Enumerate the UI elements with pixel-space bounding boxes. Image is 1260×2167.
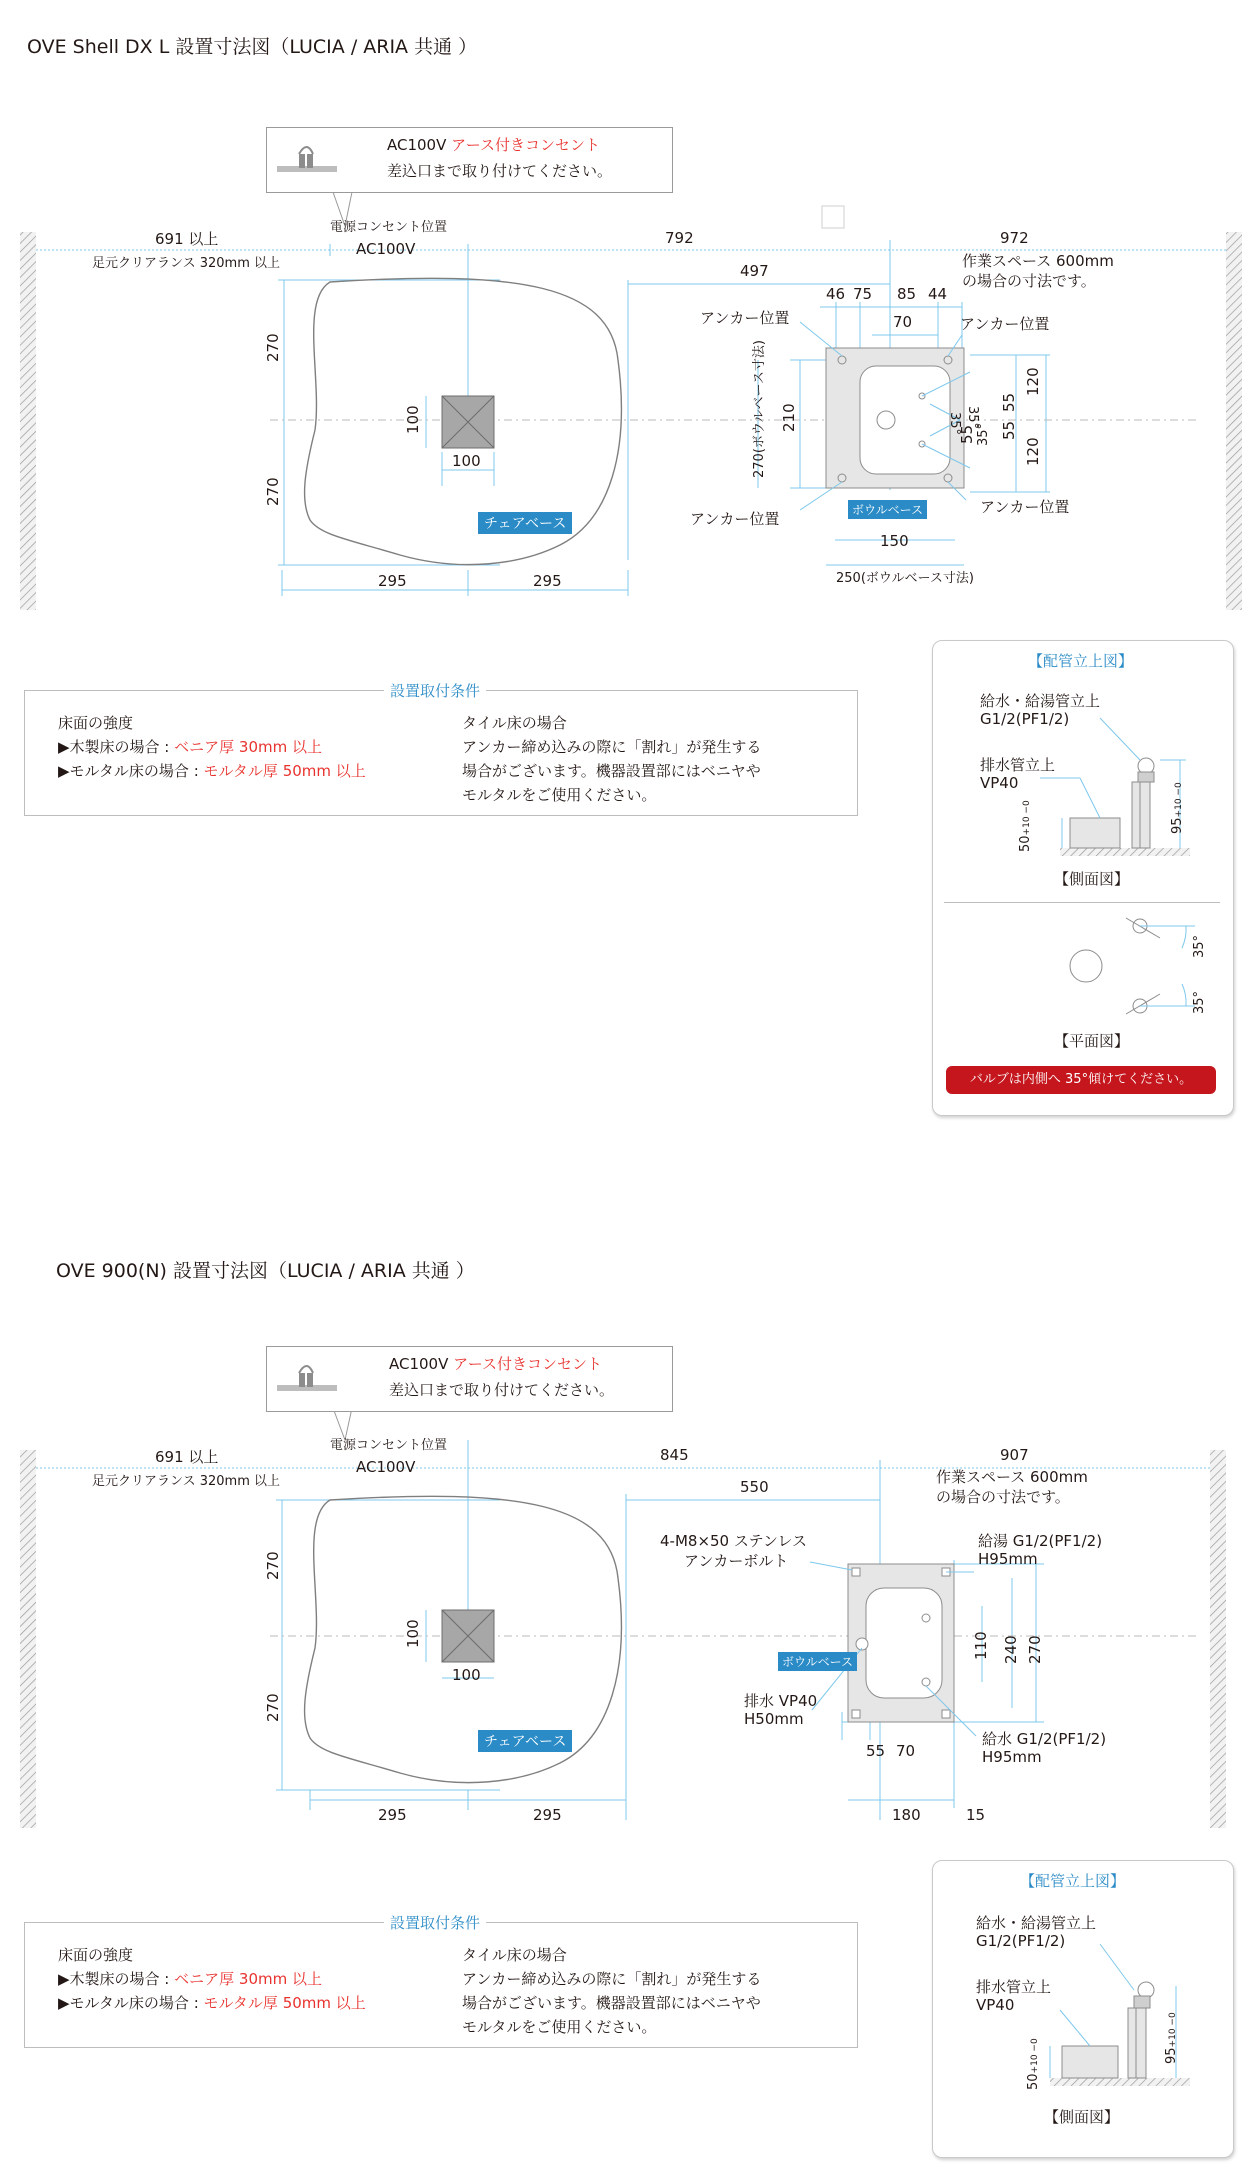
pipe-dim-50-val-1: 50 xyxy=(1018,835,1033,852)
tile-line1-2: アンカー締め込みの際に「割れ」が発生する xyxy=(462,1970,762,1988)
dim-75: 75 xyxy=(853,285,873,303)
dim-295-left-2: 295 xyxy=(378,1806,407,1824)
chair-base-badge-2: チェアベース xyxy=(478,1730,572,1752)
water-supply-2: H95mm xyxy=(982,1748,1042,1766)
drain-2: H50mm xyxy=(744,1710,804,1728)
anchor-label-tl: アンカー位置 xyxy=(700,309,790,327)
work-space-2a: 作業スペース 600mm xyxy=(936,1468,1088,1486)
pipe-dim-50-tol-2: +10 −0 xyxy=(1030,2038,1040,2074)
anchor-label-bl: アンカー位置 xyxy=(690,510,780,528)
pipe-drain-2b: VP40 xyxy=(976,1996,1015,2014)
pipe-dim-95-val-2: 95 xyxy=(1164,2047,1179,2064)
pipe-dim-95-tol-2: +10 −0 xyxy=(1168,2012,1178,2048)
dim-44: 44 xyxy=(928,285,948,303)
tile-title-2: タイル床の場合 xyxy=(462,1946,567,1964)
wood-floor-prefix-1: ▶木製床の場合 : xyxy=(58,738,175,756)
anchor-bolt-1: 4-M8×50 ステンレス xyxy=(660,1532,807,1550)
dim-295-right-2: 295 xyxy=(533,1806,562,1824)
dim-240: 240 xyxy=(1002,1635,1020,1664)
pipe-title-1: 【配管立上図】 xyxy=(1028,652,1134,670)
mortar-floor-req-2: モルタル厚 50mm 以上 xyxy=(203,1994,366,2012)
dim-295-right: 295 xyxy=(533,572,562,590)
dim-left: 691 以上 xyxy=(155,230,219,248)
callout-instruction: 差込口まで取り付けてください。 xyxy=(387,162,613,180)
anchor-label-tr: アンカー位置 xyxy=(960,315,1050,333)
dim-295-left: 295 xyxy=(378,572,407,590)
callout-instruction-2: 差込口まで取り付けてください。 xyxy=(389,1381,615,1399)
dim-left-2: 691 以上 xyxy=(155,1448,219,1466)
section2-title: OVE 900(N) 設置寸法図（LUCIA / ARIA 共通 ） xyxy=(56,1260,475,1282)
dim-55-a: 55 xyxy=(1000,392,1018,412)
dim-150: 150 xyxy=(880,532,909,550)
dim-left-note: 足元クリアランス 320mm 以上 xyxy=(92,256,281,271)
dim-100-v: 100 xyxy=(404,405,422,434)
drain-1: 排水 VP40 xyxy=(744,1692,818,1710)
dim-270-top-2: 270 xyxy=(264,1551,282,1580)
dim-46: 46 xyxy=(826,285,846,303)
tile-title-1: タイル床の場合 xyxy=(462,714,567,732)
dim-mid-2: 845 xyxy=(660,1446,689,1464)
dim-15: 15 xyxy=(966,1806,986,1824)
dim-100-v-2: 100 xyxy=(404,1619,422,1648)
hot-supply-2: H95mm xyxy=(978,1550,1038,1568)
angle-35-b: 35° xyxy=(965,406,980,430)
pipe-dim-50-2 xyxy=(1026,2038,1041,2090)
pipe-supply-2a: 給水・給湯管立上 xyxy=(976,1914,1097,1932)
dim-70: 70 xyxy=(893,313,913,331)
floor-strength-1: 床面の強度 xyxy=(58,714,134,732)
outlet-position-label: 電源コンセント位置 xyxy=(330,220,448,235)
dim-right: 972 xyxy=(1000,229,1029,247)
work-space-2b: の場合の寸法です。 xyxy=(936,1488,1070,1506)
tile-line2-2: 場合がございます。機器設置部にはベニヤや xyxy=(462,1994,761,2012)
pipe-supply-2b: G1/2(PF1/2) xyxy=(976,1932,1066,1950)
chair-base-badge: チェアベース xyxy=(478,512,572,534)
pipe-angle-bottom-1: 35° xyxy=(1192,990,1207,1014)
callout-grounded-outlet: アース付きコンセント xyxy=(451,136,600,154)
dim-left-note-2: 足元クリアランス 320mm 以上 xyxy=(92,1474,281,1489)
bowl-base-badge-2: ボウルベース xyxy=(778,1652,857,1671)
dim-270-bottom-2: 270 xyxy=(264,1693,282,1722)
dim-mid: 792 xyxy=(665,229,694,247)
mortar-floor-prefix-1: ▶モルタル床の場合 : xyxy=(58,762,204,780)
dim-55-2: 55 xyxy=(866,1742,886,1760)
water-supply-1: 給水 G1/2(PF1/2) xyxy=(982,1730,1107,1748)
dim-550: 550 xyxy=(740,1478,769,1496)
pipe-dim-50-val-2: 50 xyxy=(1026,2073,1041,2090)
pipe-drain-1b: VP40 xyxy=(980,774,1019,792)
wood-floor-req-1: ベニア厚 30mm 以上 xyxy=(174,738,322,756)
section1-title: OVE Shell DX L 設置寸法図（LUCIA / ARIA 共通 ） xyxy=(27,36,478,58)
mortar-floor-prefix-2: ▶モルタル床の場合 : xyxy=(58,1994,204,2012)
dim-85: 85 xyxy=(897,285,917,303)
dim-210: 210 xyxy=(780,403,798,432)
outlet-voltage-2: AC100V xyxy=(356,1458,416,1476)
bowl-base-size-h: 250(ボウルベース寸法) xyxy=(836,571,974,586)
work-space-2: の場合の寸法です。 xyxy=(962,272,1096,290)
pipe-drain-2a: 排水管立上 xyxy=(976,1978,1052,1996)
callout-voltage: AC100V xyxy=(387,136,447,154)
conditions-title-1: 設置取付条件 xyxy=(384,680,486,701)
callout-grounded-outlet-2: アース付きコンセント xyxy=(453,1355,602,1373)
dim-100-h-2: 100 xyxy=(452,1666,481,1684)
pipe-supply-1b: G1/2(PF1/2) xyxy=(980,710,1070,728)
outlet-position-label-2: 電源コンセント位置 xyxy=(330,1438,448,1453)
dim-270-bottom: 270 xyxy=(264,477,282,506)
angle-35-c: 35° xyxy=(976,422,991,446)
outlet-voltage: AC100V xyxy=(356,240,416,258)
callout-voltage-2: AC100V xyxy=(389,1355,449,1373)
anchor-label-br: アンカー位置 xyxy=(980,498,1070,516)
dim-55-b: 55 xyxy=(1000,420,1018,440)
bowl-base-badge: ボウルベース xyxy=(848,500,927,519)
pipe-dim-95-val-1: 95 xyxy=(1170,817,1185,834)
dim-55-c: 55 xyxy=(958,424,976,444)
wood-floor-req-2: ベニア厚 30mm 以上 xyxy=(174,1970,322,1988)
tile-line2-1: 場合がございます。機器設置部にはベニヤや xyxy=(462,762,761,780)
dim-100-h: 100 xyxy=(452,452,481,470)
hot-supply-1: 給湯 G1/2(PF1/2) xyxy=(978,1532,1103,1550)
pipe-supply-1a: 給水・給湯管立上 xyxy=(980,692,1101,710)
wood-floor-prefix-2: ▶木製床の場合 : xyxy=(58,1970,175,1988)
conditions-title-2: 設置取付条件 xyxy=(384,1912,486,1933)
bowl-base-size-v: 270(ボウルベース寸法) xyxy=(752,340,767,478)
dim-270-top: 270 xyxy=(264,333,282,362)
dim-180: 180 xyxy=(892,1806,921,1824)
tile-line3-2: モルタルをご使用ください。 xyxy=(462,2018,657,2036)
dim-497: 497 xyxy=(740,262,769,280)
anchor-bolt-2: アンカーボルト xyxy=(684,1552,789,1570)
floor-strength-2: 床面の強度 xyxy=(58,1946,134,1964)
pipe-angle-top-1: 35° xyxy=(1192,934,1207,958)
angle-35-a: 35° xyxy=(947,412,962,436)
tile-line1-1: アンカー締め込みの際に「割れ」が発生する xyxy=(462,738,762,756)
work-space-1: 作業スペース 600mm xyxy=(962,252,1114,270)
pipe-plan-view-1: 【平面図】 xyxy=(1054,1032,1130,1050)
dim-70-2: 70 xyxy=(896,1742,916,1760)
pipe-dim-95-tol-1: +10 −0 xyxy=(1174,782,1184,818)
dim-270-r: 270 xyxy=(1026,1635,1044,1664)
pipe-drain-1a: 排水管立上 xyxy=(980,756,1056,774)
tile-line3-1: モルタルをご使用ください。 xyxy=(462,786,657,804)
pipe-title-2: 【配管立上図】 xyxy=(1020,1872,1126,1890)
pipe-side-view-1: 【側面図】 xyxy=(1054,870,1130,888)
pipe-dim-95-2 xyxy=(1164,2012,1179,2064)
mortar-floor-req-1: モルタル厚 50mm 以上 xyxy=(203,762,366,780)
dim-110: 110 xyxy=(972,1631,990,1660)
pipe-dim-50-tol-1: +10 −0 xyxy=(1022,800,1032,836)
valve-angle-note: バルブは内側へ 35°傾けてください。 xyxy=(946,1066,1216,1094)
dim-120-top: 120 xyxy=(1024,367,1042,396)
dim-right-2: 907 xyxy=(1000,1446,1029,1464)
pipe-side-view-2: 【側面図】 xyxy=(1044,2108,1120,2126)
dim-120-bottom: 120 xyxy=(1024,437,1042,466)
